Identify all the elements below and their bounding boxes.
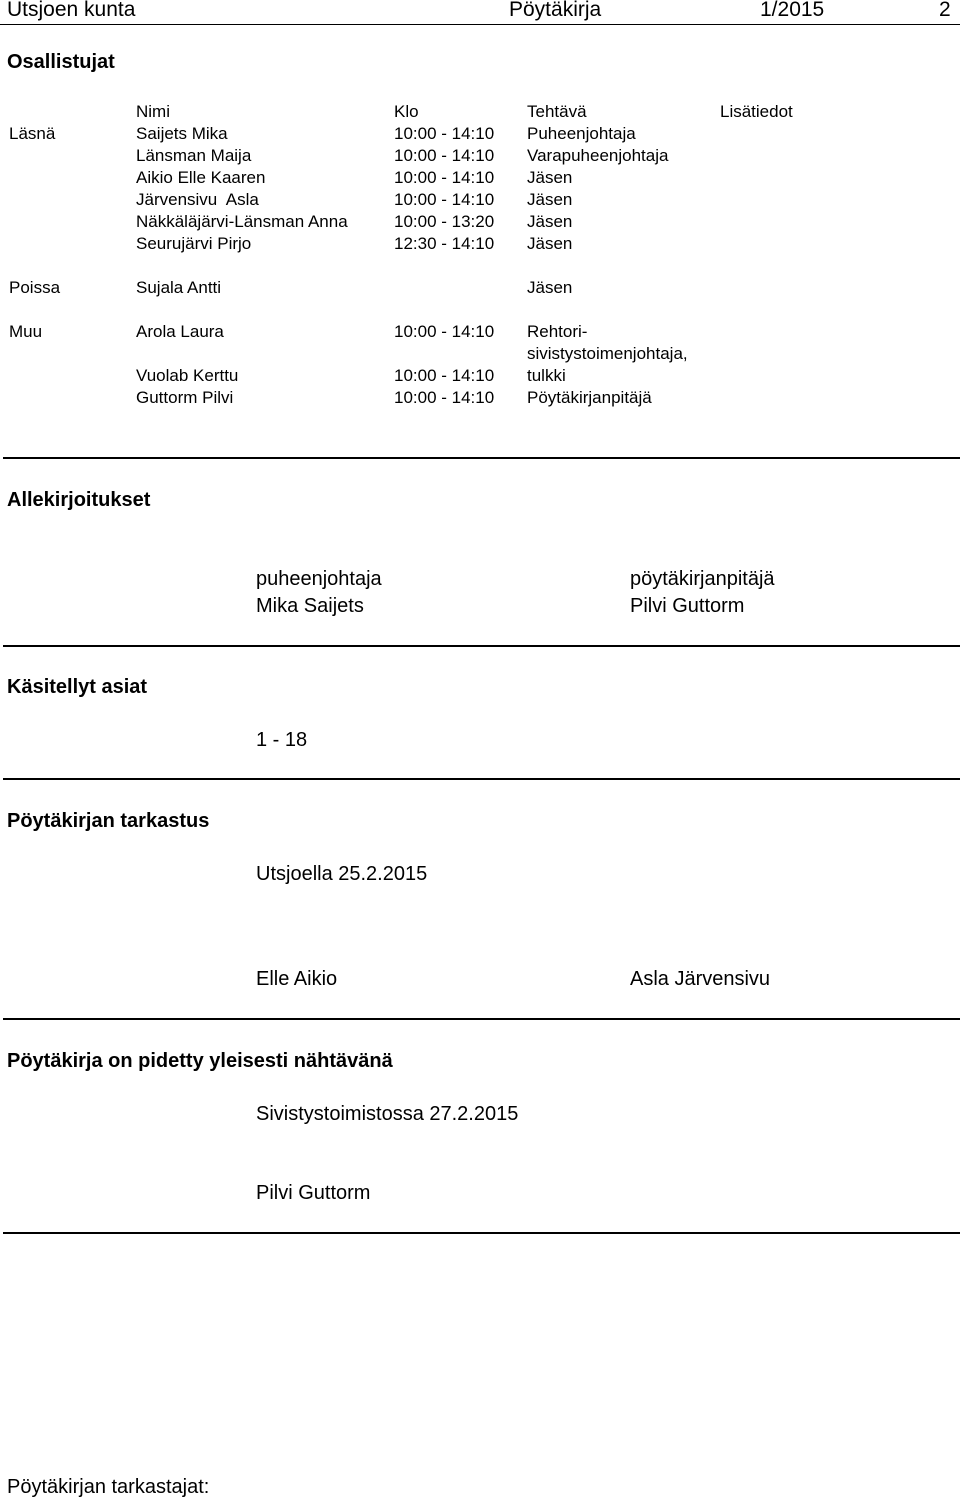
participant-role: sivistystoimenjohtaja, <box>527 344 688 363</box>
secretary-role: pöytäkirjanpitäjä <box>630 568 775 590</box>
participant-time: 10:00 - 13:20 <box>394 212 495 231</box>
participant-time: 12:30 - 14:10 <box>394 234 495 253</box>
participant-role: Pöytäkirjanpitäjä <box>527 388 652 407</box>
column-header-time: Klo <box>394 102 419 121</box>
column-header-name: Nimi <box>136 102 170 121</box>
document-number: 1/2015 <box>760 0 825 21</box>
participant-name: Seurujärvi Pirjo <box>136 234 252 253</box>
section-divider <box>3 1232 960 1234</box>
participant-role: Rehtori- <box>527 322 588 341</box>
participant-time: 10:00 - 14:10 <box>394 366 495 385</box>
participant-role: Jäsen <box>527 212 573 231</box>
participant-name: Länsman Maija <box>136 146 252 165</box>
public-display-title: Pöytäkirja on pidetty yleisesti nähtävänä <box>7 1050 393 1072</box>
section-divider <box>3 645 960 647</box>
section-divider <box>3 1018 960 1020</box>
secretary-name: Pilvi Guttorm <box>630 595 745 617</box>
participant-time: 10:00 - 14:10 <box>394 168 495 187</box>
public-display-name: Pilvi Guttorm <box>256 1182 371 1204</box>
items-title: Käsitellyt asiat <box>7 676 148 698</box>
participant-name: Arola Laura <box>136 322 224 341</box>
review-place-date: Utsjoella 25.2.2015 <box>256 863 428 885</box>
participant-role: Jäsen <box>527 278 573 297</box>
participants-title: Osallistujat <box>7 51 115 73</box>
column-header-role: Tehtävä <box>527 102 587 121</box>
chair-name: Mika Saijets <box>256 595 364 617</box>
participant-time: 10:00 - 14:10 <box>394 388 495 407</box>
reviewers-label: Pöytäkirjan tarkastajat: <box>7 1476 210 1498</box>
group-label-other: Muu <box>9 322 43 341</box>
participant-role: Jäsen <box>527 234 573 253</box>
participant-time: 10:00 - 14:10 <box>394 124 495 143</box>
signatures-title: Allekirjoitukset <box>7 489 151 511</box>
reviewer-1-name: Elle Aikio <box>256 968 338 990</box>
participant-name: Sujala Antti <box>136 278 222 297</box>
chair-role: puheenjohtaja <box>256 568 382 590</box>
section-divider <box>3 457 960 459</box>
municipality-name: Utsjoen kunta <box>7 0 136 21</box>
group-label-present: Läsnä <box>9 124 56 143</box>
participant-role: Jäsen <box>527 168 573 187</box>
items-range: 1 - 18 <box>256 729 308 751</box>
participant-time: 10:00 - 14:10 <box>394 190 495 209</box>
participant-name: Guttorm Pilvi <box>136 388 234 407</box>
participant-role: tulkki <box>527 366 566 385</box>
column-header-notes: Lisätiedot <box>720 102 793 121</box>
header-rule <box>0 24 960 25</box>
section-divider <box>3 778 960 780</box>
participant-time: 10:00 - 14:10 <box>394 322 495 341</box>
participant-name: Vuolab Kerttu <box>136 366 239 385</box>
participant-name: Aikio Elle Kaaren <box>136 168 266 187</box>
review-title: Pöytäkirjan tarkastus <box>7 810 210 832</box>
document-type: Pöytäkirja <box>509 0 602 21</box>
participant-time: 10:00 - 14:10 <box>394 146 495 165</box>
participant-name: Saijets Mika <box>136 124 228 143</box>
reviewer-2-name: Asla Järvensivu <box>630 968 771 990</box>
participant-name: Näkkäläjärvi-Länsman Anna <box>136 212 348 231</box>
participant-role: Jäsen <box>527 190 573 209</box>
group-label-absent: Poissa <box>9 278 61 297</box>
participant-role: Varapuheenjohtaja <box>527 146 669 165</box>
public-display-place-date: Sivistystoimistossa 27.2.2015 <box>256 1103 519 1125</box>
participant-name: Järvensivu Asla <box>136 190 259 209</box>
page-number: 2 <box>939 0 951 21</box>
participant-role: Puheenjohtaja <box>527 124 636 143</box>
